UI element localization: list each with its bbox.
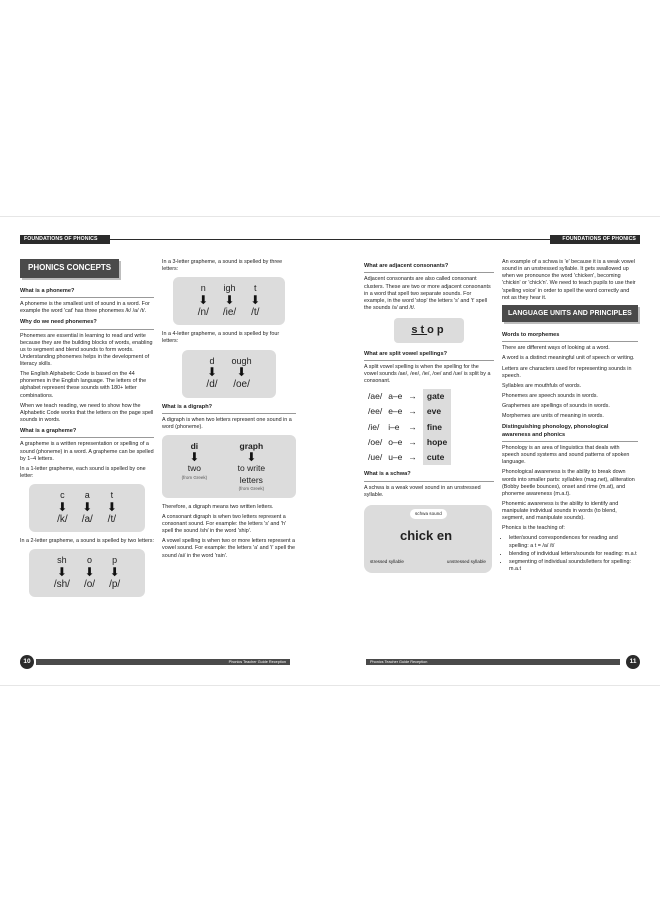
list-item: • blending of individual letters/sounds for reading: m.a.t [509,551,638,558]
phoneme: /d/ [206,379,218,391]
sound: /ue/ [368,452,383,463]
left-column-2 [162,259,296,563]
phoneme: /sh/ [53,579,70,591]
grapheme-box-3 [173,277,285,325]
right-column-1 [364,259,494,573]
header-rule [110,239,330,240]
grapheme-box-4 [182,350,276,398]
arrow-icon: → [408,452,417,463]
schwa-label: schwa sound [410,509,447,519]
running-header: FOUNDATIONS OF PHONICS [562,236,636,242]
digraph-part [226,441,276,492]
digraph-origin: (from Greek) [181,474,208,480]
down-arrow-icon: ⬇ [189,450,200,465]
paragraph: Phonological awareness is the ability to break down words into smaller parts: syllables (mag.net), alliteration (Bobby beetle bounces), onset and rime (m.at), and phoneme awareness (m.a.t). [502,469,635,497]
paragraph: A consonant digraph is when two letters represent a consonant sound. For example: the letters 's' and 'h' spell the sound /sh/ in the word 'ship'. [162,513,286,535]
grapheme-letters: c [60,490,65,501]
down-arrow-icon: ⬇ [56,565,67,580]
paragraph: In a 2-letter grapheme, a sound is spelled by two letters: [20,538,154,545]
paragraph: A schwa is a weak vowel sound in an unstressed syllable. [364,484,481,498]
down-arrow-icon: ⬇ [84,565,95,580]
grapheme-letters: a [84,490,90,501]
subheading: Distinguishing phonology, phonological awareness and phonics [502,424,638,442]
sound: /ee/ [368,406,383,417]
right-column-2 [502,259,638,574]
paragraph: A grapheme is a written representation or spelling of a sound (phoneme) in a word. A grapheme can be spelled by 1–4 letters. [20,441,154,462]
grapheme-item [250,283,260,319]
down-arrow-icon: ⬇ [236,365,247,380]
question-heading: What is a phoneme? [20,288,154,298]
phoneme: /k/ [57,513,68,525]
grapheme-item [84,555,95,591]
phoneme: /o/ [83,579,96,591]
grapheme-letters: p [112,555,118,566]
grapheme-item [206,356,217,392]
table-row [368,420,451,435]
table-row [368,389,451,404]
question-heading: What are adjacent consonants? [364,263,494,273]
sound: /oe/ [368,436,383,447]
paragraph: The English Alphabetic Code is based on the 44 phonemes in the English language. The letters of the alphabet represent these sounds with 180+ letter combinations. [20,371,147,399]
phoneme: /n/ [197,307,209,319]
question-heading: What is a grapheme? [20,428,154,438]
phoneme: /ie/ [222,307,237,319]
question-heading: Why do we need phonemes? [20,319,154,329]
paragraph: A word is a distinct meaningful unit of speech or writing. [502,355,635,362]
down-arrow-icon: ⬇ [206,365,218,380]
phoneme: /p/ [109,579,121,591]
left-page [0,217,330,685]
sound: /ae/ [368,391,383,402]
phoneme: /a/ [81,513,93,525]
split-vowel-table [368,389,451,465]
grapheme-letters: t [253,283,257,294]
grapheme-item [223,283,236,319]
spelling: u–e [388,452,403,463]
spelling: i–e [388,421,400,432]
grapheme-letters: t [110,490,114,501]
table-row [368,435,451,450]
digraph-origin: (from Greek) [238,485,265,491]
phoneme: /oe/ [233,379,250,391]
spelling: a–e [388,391,403,402]
page-number: 10 [20,655,34,669]
arrow-icon: → [408,421,417,432]
paragraph: A phoneme is the smallest unit of sound in a word. For example the word 'cat' has three phonemes /k/ /a/ /t/. [20,300,150,315]
bullet-list [502,535,638,573]
footer-text: Phonics Teacher Guide Reception [228,660,286,664]
grapheme-letters: d [209,355,215,366]
paragraph: In a 4-letter grapheme, a sound is spelled by four letters: [162,331,280,345]
grapheme-item [232,356,252,392]
down-arrow-icon: ⬇ [106,499,117,514]
schwa-word: chick en [400,527,453,543]
header-rule [330,239,550,240]
digraph-part [182,441,208,492]
grapheme-item [109,555,120,591]
digraph-root: graph [239,441,264,452]
digraph-meaning: to write letters [237,463,266,485]
grapheme-item [54,555,70,591]
list-item: • segmenting of individual sounds/letters for spelling: m.a.t [509,559,638,573]
stressed-label: stressed syllable [370,558,404,564]
section-banner: PHONICS CONCEPTS [20,259,119,278]
subheading: Words to morphemes [502,332,638,342]
example-word: fine [423,420,451,435]
paragraph: A split vowel spelling is when the spelling for the vowel sounds /ae/, /ee/, /ie/, /oe/ and /ue/ is split by a consonant. [364,363,491,385]
paragraph: Letters are characters used for representing sounds in speech. [502,365,632,379]
down-arrow-icon: ⬇ [198,293,209,308]
paragraph: Adjacent consonants are also called consonant clusters. These are two or more adjacent consonants in a word that spell two separate sounds. For example, in the word 'stop' the letters 's' and 't' spell the sounds /s/ and /t/. [364,276,491,311]
paragraph: In a 3-letter grapheme, a sound is spelled by three letters: [162,259,283,273]
paragraph: There are different ways of looking at a word. [502,345,610,352]
down-arrow-icon: ⬇ [109,565,120,580]
running-header: FOUNDATIONS OF PHONICS [24,236,98,242]
question-heading: What is a digraph? [162,404,296,414]
page-number: 11 [626,655,640,669]
digraph-root: di [190,441,199,452]
grapheme-letters: sh [57,555,67,566]
question-heading: What is a schwa? [364,471,494,481]
unstressed-label: unstressed syllable [446,558,486,564]
list-item: • letter/sound correspondences for reading and spelling: a t = /a/ /t/ [509,535,638,549]
down-arrow-icon: ⬇ [82,499,93,514]
paragraph: Phonology is an area of linguistics that deals with speech sound systems and sound patterns of spoken language. [502,445,630,466]
sound: /ie/ [368,421,380,432]
paragraph: An example of a schwa is 'e' because it is a weak vowel sound in an unstressed syllable. It gets swallowed up when we pronounce the word 'chicken', becoming 'chickin' or 'chick'n'. We need to teach pupils to use their 'spelling voice' in order to spell the word correctly and not as they hear it. [502,259,636,301]
digraph-box [162,435,296,498]
down-arrow-icon: ⬇ [57,499,68,514]
table-row [368,404,451,419]
section-banner: LANGUAGE UNITS AND PRINCIPLES [502,305,638,322]
paragraph: Phonics is the teaching of: [502,525,565,532]
grapheme-letters: ough [231,355,252,366]
example-word: eve [423,404,451,419]
phoneme: /t/ [107,513,117,525]
grapheme-box-1 [29,484,145,532]
book-spread [0,216,660,686]
arrow-icon: → [408,406,417,417]
paragraph: When we teach reading, we need to show how the Alphabetic Code works that the letters on the page spell sounds in words. [20,402,154,423]
question-heading: What are split vowel spellings? [364,351,494,361]
phoneme: /t/ [251,307,260,319]
example-word: gate [423,389,451,404]
right-page [330,217,660,685]
down-arrow-icon: ⬇ [250,293,261,308]
grapheme-item [82,490,93,526]
grapheme-item [57,490,68,526]
schwa-diagram [364,505,492,573]
arrow-icon: → [408,391,417,402]
paragraph: Morphemes are units of meaning in words. [502,413,604,420]
paragraph: Phonemes are speech sounds in words. [502,392,598,399]
table-row [368,450,451,465]
grapheme-letters: o [86,555,92,566]
footer-text: Phonics Teacher Guide Reception [370,660,428,664]
grapheme-box-2 [29,549,145,597]
stop-example [394,318,464,343]
example-word: hope [423,435,451,450]
example-word: cute [423,450,451,465]
paragraph: Therefore, a digraph means two written letters. [162,503,274,510]
paragraph: A digraph is when two letters represent one sound in a word (phoneme). [162,417,292,431]
paragraph: A vowel spelling is when two or more letters represent a vowel sound. For example: the letters 'a' and 'i' spell the sound /ai/ in the word 'rain'. [162,538,296,559]
grapheme-letters: igh [223,283,236,294]
rest-letters: op [427,324,447,336]
grapheme-item [198,283,209,319]
arrow-icon: → [408,436,417,447]
down-arrow-icon: ⬇ [224,293,235,308]
paragraph: Graphemes are spellings of sounds in words. [502,403,610,410]
grapheme-item [107,490,117,526]
down-arrow-icon: ⬇ [246,450,257,465]
paragraph: Phonemes are essential in learning to read and write because they are the building blocks of words, enabling us to segment and blend sounds to form words. Understanding phonemes helps in the development of literacy skills. [20,332,153,368]
spelling: o–e [388,436,403,447]
paragraph: In a 1-letter grapheme, each sound is spelled by one letter: [20,465,146,479]
digraph-meaning: two [187,463,201,474]
paragraph: Phonemic awareness is the ability to identify and manipulate individual sounds in words (to blend, segment, and manipulate sounds). [502,500,619,522]
cluster-letters: st [411,324,428,336]
grapheme-letters: n [200,283,206,294]
spelling: e–e [388,406,403,417]
paragraph: Syllables are mouthfuls of words. [502,382,582,389]
left-column-1 [20,259,154,603]
